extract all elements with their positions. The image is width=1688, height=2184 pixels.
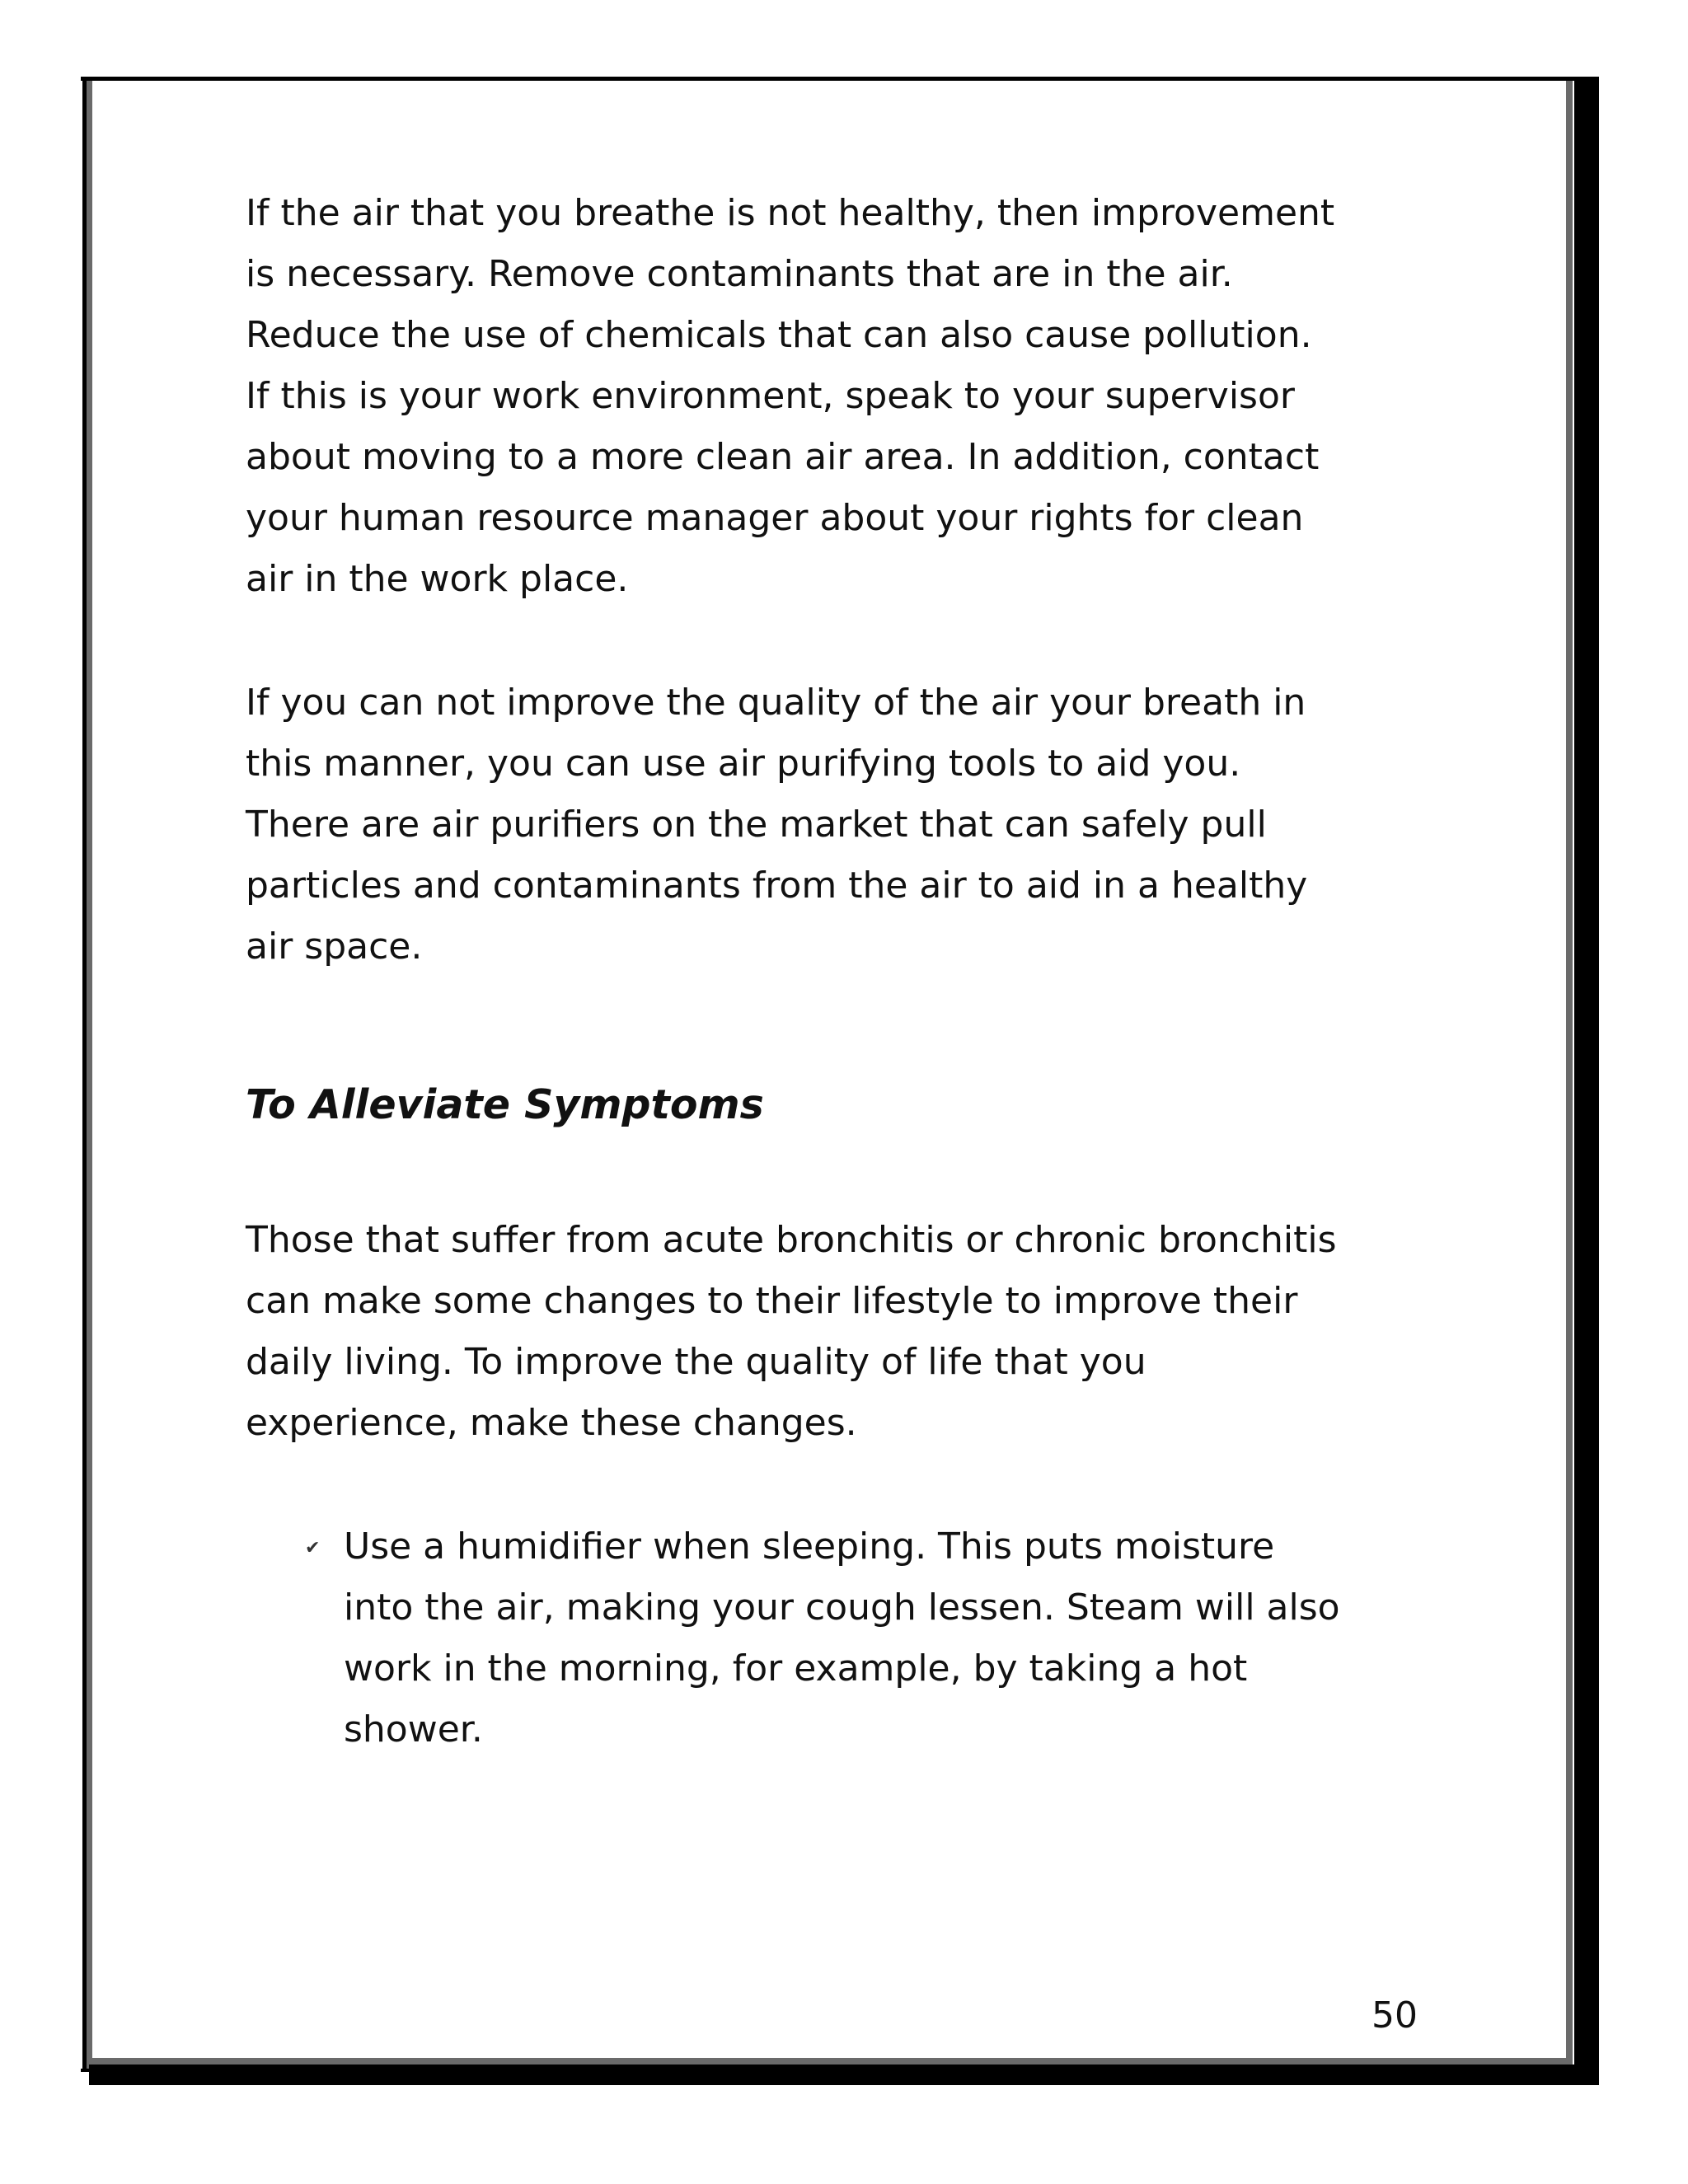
paragraph-lifestyle-changes: Those that suffer from acute bronchitis or chronic bronchitis can make some changes to their lifestyle to improve their daily living. To improve the quality of life that you experience, make these changes. <box>246 1219 1337 1444</box>
paragraph-air-purifiers: If you can not improve the quality of the air your breath in this manner, you can use air purifying tools to aid you. There are air purifiers on the market that can safely pull particles and contaminants from the air to aid in a healthy air space. <box>246 682 1308 968</box>
page-border-top <box>81 77 1599 81</box>
paragraph-clean-air: If the air that you breathe is not healthy, then improvement is necessary. Remove contaminants that are in the air. Reduce the use of chemicals that can also cause pollution. If this is your work environment, speak to your supervisor about moving to a more clean air area. In addition, contact your human resource manager about your rights for clean air in the work place. <box>246 192 1335 600</box>
page-shadow-right <box>1574 77 1599 2075</box>
page-border-left-inner <box>87 81 92 2071</box>
page-border-corner-tick <box>81 2069 89 2072</box>
page-number: 50 <box>1372 1994 1418 2036</box>
spacer <box>246 1136 1449 1210</box>
checkmark-bullet-icon: ✔ <box>305 1538 321 1558</box>
list-item <box>246 1516 1449 1760</box>
spacer <box>246 1454 1449 1516</box>
page-shadow-bottom <box>89 2064 1599 2085</box>
page-border-right-inner <box>1566 81 1573 2063</box>
page-content <box>246 183 1449 1760</box>
section-heading: To Alleviate Symptoms <box>246 1081 764 1128</box>
page-border-bottom-inner <box>87 2058 1573 2064</box>
spacer <box>246 610 1449 673</box>
spacer <box>246 977 1449 1075</box>
list-item-text: Use a humidifier when sleeping. This puts moisture into the air, making your cough lessen. Steam will also work in the morning, for example, by taking a hot shower. <box>344 1526 1340 1750</box>
